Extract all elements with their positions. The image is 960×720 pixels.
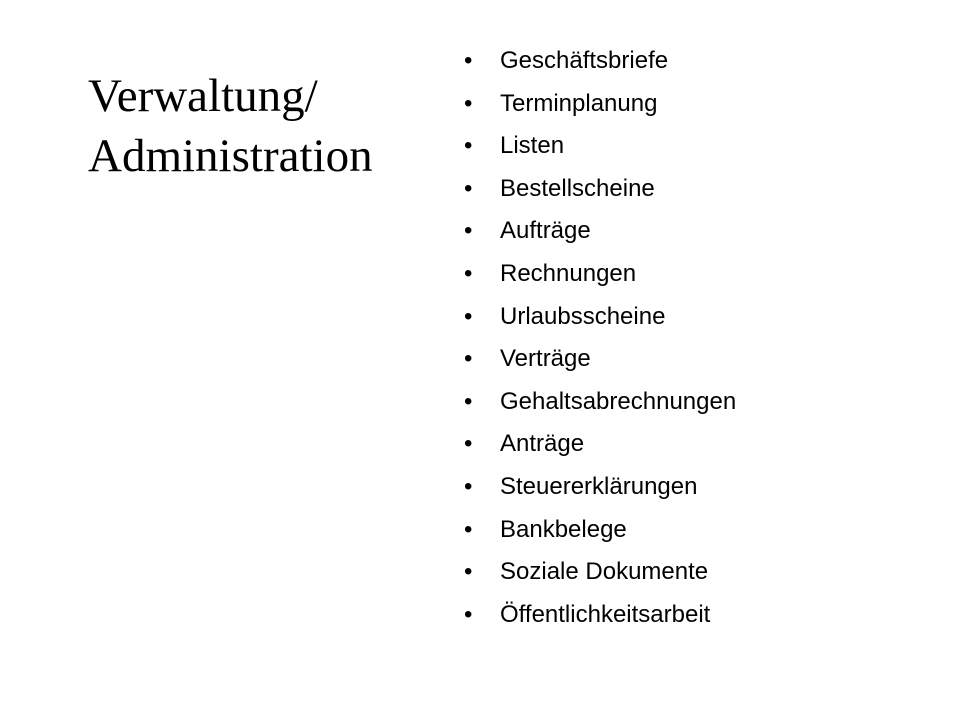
list-item-label: Bankbelege — [500, 515, 627, 543]
list-item-label: Anträge — [500, 430, 585, 458]
list-item-label: Verträge — [500, 345, 591, 373]
slide-title — [88, 66, 448, 186]
list-item-label: Urlaubsscheine — [500, 302, 666, 330]
bullet-icon: • — [464, 345, 473, 373]
list-item — [464, 423, 736, 466]
list-item — [464, 253, 736, 296]
list-item-label: Soziale Dokumente — [500, 558, 709, 586]
list-item-label: Öffentlichkeitsarbeit — [500, 600, 711, 628]
list-item-label: Listen — [500, 132, 565, 160]
bullet-icon: • — [464, 387, 473, 415]
list-item — [464, 594, 736, 637]
list-item — [464, 509, 736, 552]
bullet-icon: • — [464, 472, 473, 500]
bullet-icon: • — [464, 558, 473, 586]
title-line-1: Verwaltung/ — [88, 70, 318, 122]
title-line-2: Administration — [88, 130, 373, 182]
list-item — [464, 381, 736, 424]
bullet-icon: • — [464, 89, 473, 117]
list-item-label: Terminplanung — [500, 89, 658, 117]
bullet-icon: • — [464, 217, 473, 245]
bullet-icon: • — [464, 174, 473, 202]
bullet-list — [464, 40, 736, 636]
bullet-icon: • — [464, 47, 473, 74]
list-item-label: Gehaltsabrechnungen — [500, 387, 737, 415]
bullet-icon: • — [464, 430, 473, 458]
list-item-label: Aufträge — [500, 217, 591, 245]
bullet-icon: • — [464, 515, 473, 543]
list-item-label: Bestellscheine — [500, 174, 655, 202]
bullet-icon: • — [464, 132, 473, 160]
list-item — [464, 40, 736, 83]
list-item — [464, 83, 736, 126]
bullet-icon: • — [464, 600, 473, 628]
list-item — [464, 168, 736, 211]
list-item — [464, 466, 736, 509]
list-item — [464, 210, 736, 253]
list-item-label: Steuererklärungen — [500, 472, 698, 500]
bullet-icon: • — [464, 302, 473, 330]
list-item — [464, 125, 736, 168]
list-item — [464, 296, 736, 339]
list-item — [464, 551, 736, 594]
list-item — [464, 338, 736, 381]
list-item-label: Rechnungen — [500, 259, 637, 287]
list-item-label: Geschäftsbriefe — [500, 47, 669, 74]
bullet-icon: • — [464, 259, 473, 287]
